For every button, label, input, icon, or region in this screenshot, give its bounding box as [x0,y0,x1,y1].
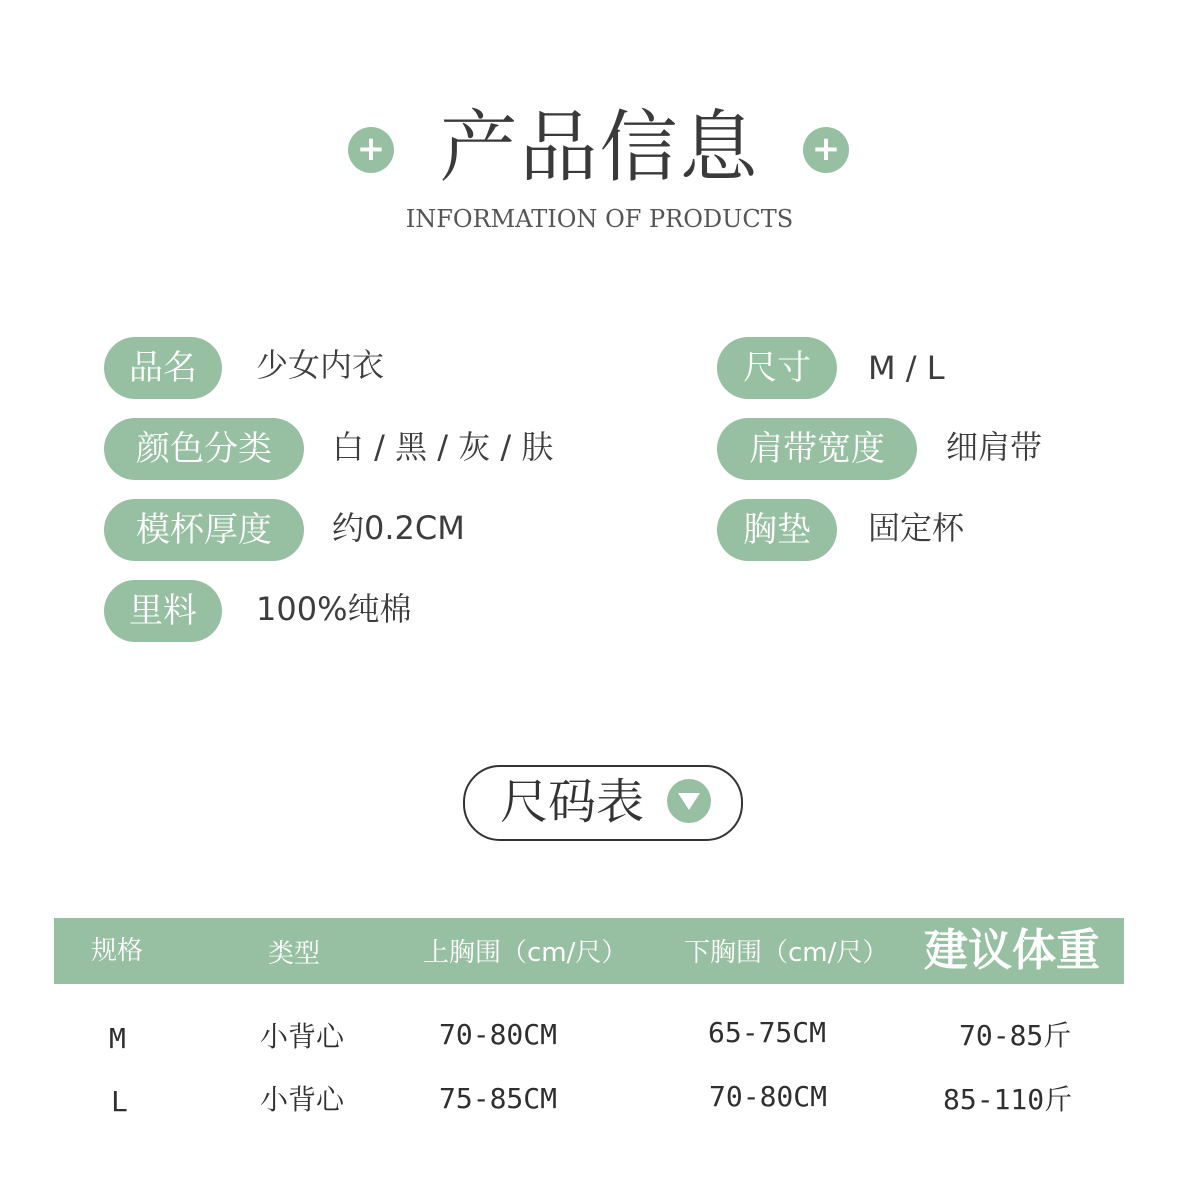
table-cell-upper-bust: 70-80CM [439,1018,558,1051]
strap-width-label: 肩带宽度 [717,418,917,480]
table-cell-type: 小背心 [260,1020,345,1053]
header-under-bust: 下胸围（cm/尺） [684,938,889,968]
header-type: 类型 [268,939,321,969]
color-category-label: 颜色分类 [104,418,304,480]
table-cell-under-bust: 70-80CM [709,1080,828,1113]
table-cell-spec: M [109,1022,126,1055]
chest-pad-value: 固定杯 [868,509,965,547]
table-cell-type: 小背心 [260,1083,345,1116]
header-spec: 规格 [91,936,144,966]
cup-thickness-value: 约0.2CM [332,509,465,547]
table-cell-weight: 70-85斤 [959,1019,1072,1052]
cup-thickness-label: 模杯厚度 [104,499,304,561]
header-suggested-weight: 建议体重 [924,925,1100,976]
size-value: M / L [868,349,945,387]
product-name-value: 少女内衣 [256,346,385,384]
strap-width-value: 细肩带 [946,428,1043,466]
chevron-down-icon [667,779,711,823]
page-subtitle: INFORMATION OF PRODUCTS [405,205,794,233]
lining-value: 100%纯棉 [256,590,412,628]
plus-icon: + [803,127,849,173]
product-name-label: 品名 [104,337,222,399]
header-upper-bust: 上胸围（cm/尺） [423,938,628,968]
size-chart-button-label: 尺码表 [500,774,645,830]
table-cell-under-bust: 65-75CM [708,1016,827,1049]
table-cell-weight: 85-110斤 [943,1083,1073,1116]
lining-label: 里料 [104,580,222,642]
chest-pad-label: 胸垫 [717,499,837,561]
table-cell-upper-bust: 75-85CM [439,1082,558,1115]
page-title: 产品信息 [439,103,760,193]
table-cell-spec: L [111,1085,128,1118]
plus-icon: + [348,127,394,173]
color-category-value: 白 / 黑 / 灰 / 肤 [332,428,554,466]
size-label: 尺寸 [717,337,837,399]
